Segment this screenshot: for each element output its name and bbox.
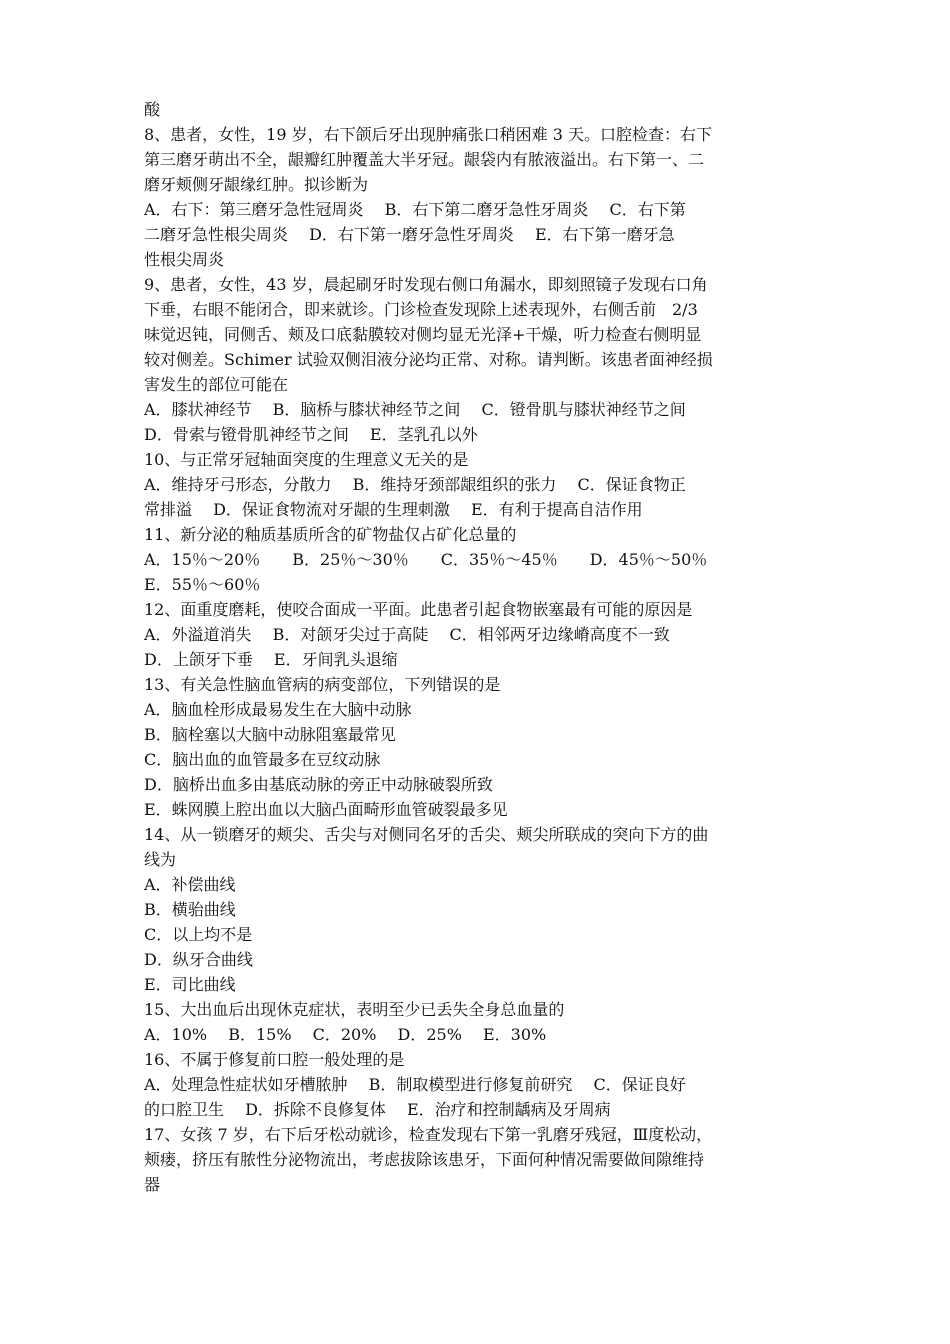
text-line: 第三磨牙萌出不全，龈瓣红肿覆盖大半牙冠。龈袋内有脓液溢出。右下第一、二 bbox=[144, 150, 705, 169]
answer-options: A．处理急性症状如牙槽脓肿 B．制取模型进行修复前研究 C．保证良好 bbox=[144, 1075, 686, 1094]
text-line: 线为 bbox=[144, 850, 177, 869]
answer-options: A．外溢道消失 B．对颌牙尖过于高陡 C．相邻两牙边缘嵴高度不一致 bbox=[144, 625, 670, 644]
answer-option: A．脑血栓形成最易发生在大脑中动脉 bbox=[144, 700, 412, 719]
answer-option: C．脑出血的血管最多在豆纹动脉 bbox=[144, 750, 381, 769]
question-17-stem: 17、女孩 7 岁，右下后牙松动就诊，检查发现右下第一乳磨牙残冠，Ⅲ度松动， bbox=[144, 1125, 713, 1144]
answer-options: D．上颌牙下垂 E．牙间乳头退缩 bbox=[144, 650, 398, 669]
question-10-stem: 10、与正常牙冠轴面突度的生理意义无关的是 bbox=[144, 450, 469, 469]
text-line: 较对侧差。Schimer 试验双侧泪液分泌均正常、对称。请判断。该患者面神经损 bbox=[144, 350, 713, 369]
text-line: 酸 bbox=[144, 100, 161, 119]
answer-options: 常排溢 D．保证食物流对牙龈的生理刺激 E．有利于提高自洁作用 bbox=[144, 500, 643, 519]
document-page bbox=[144, 97, 812, 1197]
answer-option: B．脑栓塞以大脑中动脉阻塞最常见 bbox=[144, 725, 396, 744]
question-15-stem: 15、大出血后出现休克症状，表明至少已丢失全身总血量的 bbox=[144, 1000, 565, 1019]
question-13-stem: 13、有关急性脑血管病的病变部位，下列错误的是 bbox=[144, 675, 501, 694]
answer-option: E．蛛网膜上腔出血以大脑凸面畸形血管破裂最多见 bbox=[144, 800, 508, 819]
question-9-stem: 9、患者，女性，43 岁，晨起刷牙时发现右侧口角漏水，即刻照镜子发现右口角 bbox=[144, 275, 708, 294]
question-12-stem: 12、面重度磨耗，使咬合面成一平面。此患者引起食物嵌塞最有可能的原因是 bbox=[144, 600, 693, 619]
text-line: 器 bbox=[144, 1175, 161, 1194]
text-line: 味觉迟钝，同侧舌、颊及口底黏膜较对侧均显无光泽+干燥，听力检查右侧明显 bbox=[144, 325, 702, 344]
question-11-stem: 11、新分泌的釉质基质所含的矿物盐仅占矿化总量的 bbox=[144, 525, 517, 544]
answer-options: D．骨索与镫骨肌神经节之间 E．茎乳孔以外 bbox=[144, 425, 478, 444]
question-14-stem: 14、从一锁磨牙的颊尖、舌尖与对侧同名牙的舌尖、颊尖所联成的突向下方的曲 bbox=[144, 825, 709, 844]
answer-option: A．补偿曲线 bbox=[144, 875, 236, 894]
question-16-stem: 16、不属于修复前口腔一般处理的是 bbox=[144, 1050, 405, 1069]
answer-option: E．司比曲线 bbox=[144, 975, 236, 994]
text-line: 下垂，右眼不能闭合，即来就诊。门诊检查发现除上述表现外，右侧舌前 2/3 bbox=[144, 300, 698, 319]
answer-options: A．15％～20％ B．25％～30％ C．35％～45％ D．45％～50％ bbox=[144, 550, 708, 569]
answer-option: D．脑桥出血多由基底动脉的旁正中动脉破裂所致 bbox=[144, 775, 493, 794]
answer-option: C．以上均不是 bbox=[144, 925, 253, 944]
text-line: 磨牙颊侧牙龈缘红肿。拟诊断为 bbox=[144, 175, 369, 194]
answer-option: D．纵牙合曲线 bbox=[144, 950, 253, 969]
text-line: 害发生的部位可能在 bbox=[144, 375, 289, 394]
answer-option: B．横骀曲线 bbox=[144, 900, 236, 919]
answer-options: 二磨牙急性根尖周炎 D．右下第一磨牙急性牙周炎 E．右下第一磨牙急 bbox=[144, 225, 675, 244]
answer-options: 性根尖周炎 bbox=[144, 250, 225, 269]
text-line: 颊瘘，挤压有脓性分泌物流出，考虑拔除该患牙，下面何种情况需要做间隙维持 bbox=[144, 1150, 705, 1169]
answer-options: A．维持牙弓形态，分散力 B．维持牙颈部龈组织的张力 C．保证食物正 bbox=[144, 475, 686, 494]
answer-options: A．右下：第三磨牙急性冠周炎 B．右下第二磨牙急性牙周炎 C．右下第 bbox=[144, 200, 686, 219]
answer-options: 的口腔卫生 D．拆除不良修复体 E．治疗和控制龋病及牙周病 bbox=[144, 1100, 611, 1119]
answer-options: E．55％～60％ bbox=[144, 575, 261, 594]
question-8-stem: 8、患者，女性，19 岁，右下颌后牙出现肿痛张口稍困难 3 天。口腔检查：右下 bbox=[144, 125, 712, 144]
answer-options: A．膝状神经节 B．脑桥与膝状神经节之间 C．镫骨肌与膝状神经节之间 bbox=[144, 400, 686, 419]
answer-options: A．10% B．15% C．20% D．25% E．30% bbox=[144, 1025, 547, 1044]
